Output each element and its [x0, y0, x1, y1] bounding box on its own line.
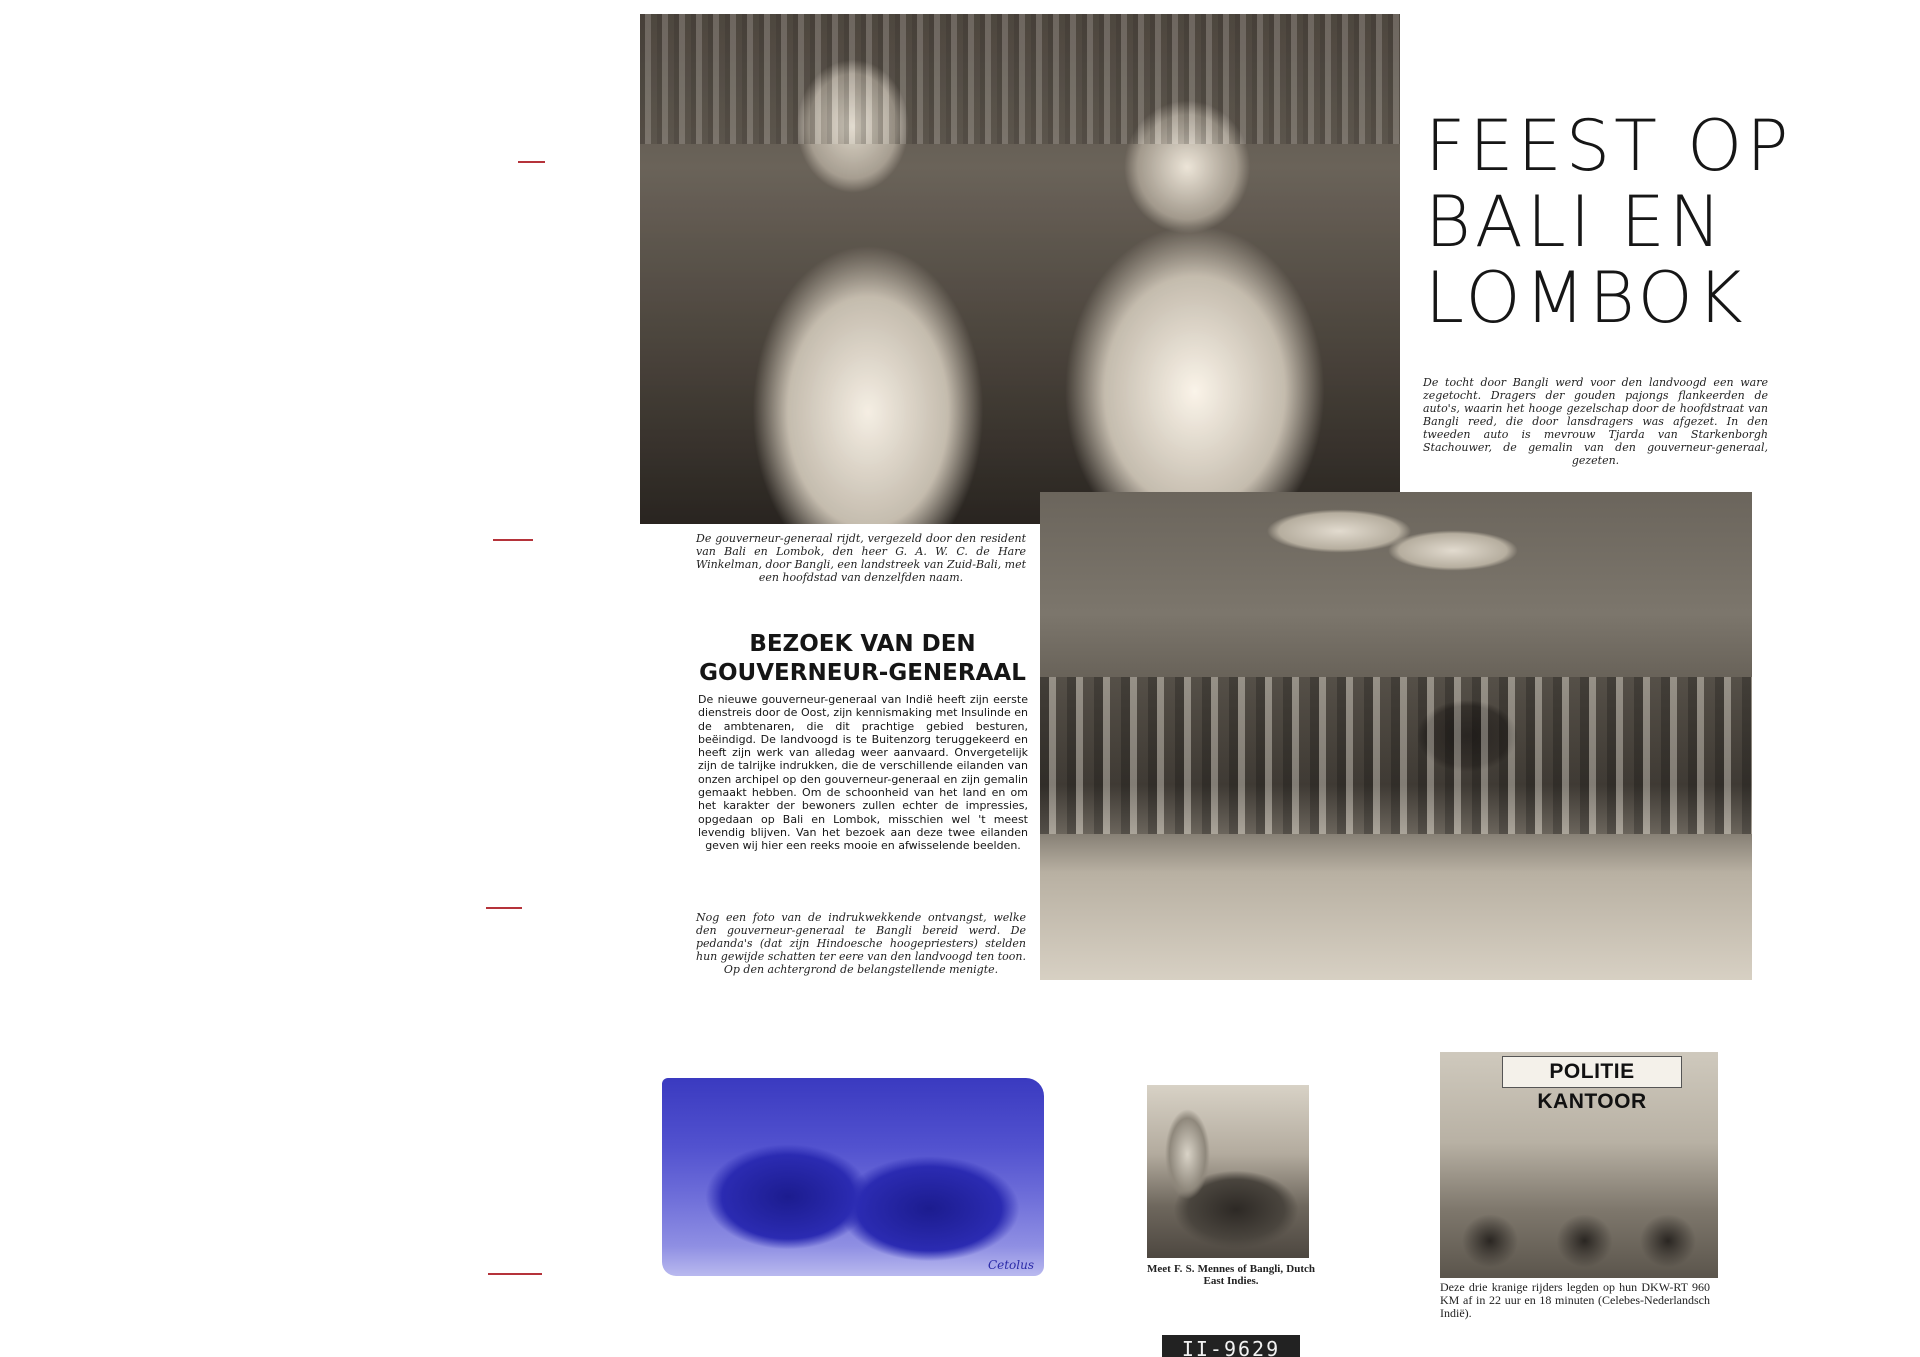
photo-signature: Cetolus: [987, 1258, 1034, 1272]
margin-mark: [486, 907, 522, 909]
heading-line: GOUVERNEUR-GENERAAL: [699, 660, 1026, 686]
governor-caption: De gouverneur-generaal rijdt, vergezeld door den resident van Bali en Lombok, den heer G. A. W. C. de Hare Winkelman, door Bangli, een landstreek van Zuid-Bali, met een hoofdstad van denzelfden naam.: [696, 532, 1027, 584]
police-office-photo: [1440, 1052, 1718, 1278]
governor-car-photo: [640, 14, 1400, 524]
motorcycle-rider-photo: [1147, 1085, 1309, 1258]
mennes-caption: Meet F. S. Mennes of Bangli, Dutch East Indies.: [1147, 1263, 1315, 1287]
margin-mark: [493, 539, 533, 541]
margin-mark: [488, 1273, 542, 1275]
procession-photo: [1040, 492, 1752, 980]
article-body: De nieuwe gouverneur-generaal van Indië heeft zijn eerste dienstreis door de Oost, zijn kennismaking met Insulinde en de ambtenaren, die dit prachtige gebied besturen, beëindigd. De landvoogd is te Buitenzorg teruggekeerd en heeft zijn werk van alledag weer aanvaard. Onvergetelijk zijn de talrijke indrukken, die de verschillende eilanden van onzen archipel op den gouverneur-generaal en zijn gemalin gemaakt hebben. Om de schoonheid van het land en om het karakter der bewoners zullen echter de impressies, opgedaan op Bali en Lombok, misschien wel 't meest levendig blijven. Van het bezoek aan deze twee eilanden geven wij hier een reeks mooie en afwisselende beelden.: [698, 693, 1028, 853]
headline-line: LOMBOK: [1425, 257, 1747, 339]
procession-caption: De tocht door Bangli werd voor den landvoogd een ware zegetocht. Dragers der gouden pajongs flankeerden de auto's, waarin het hooge gezelschap door de hoofdstraat van Bangli reed, die door lansdragers was afgezet. In den tweeden auto is mevrouw Tjarda van Starkenborgh Stachouwer, de gemalin van den gouverneur-generaal, gezeten.: [1423, 376, 1768, 467]
headline-line: BALI EN: [1425, 181, 1726, 263]
heading-line: BEZOEK VAN DEN: [749, 631, 976, 657]
riders-caption: Deze drie kranige rijders legden op hun DKW-RT 960 KM af in 22 uur en 18 minuten (Celebes-Nederlandsch Indië).: [1440, 1280, 1710, 1320]
police-office-sign: POLITIE KANTOOR: [1502, 1056, 1682, 1088]
margin-mark: [518, 161, 545, 163]
article-heading: [690, 630, 1035, 688]
reception-caption: Nog een foto van de indrukwekkende ontvangst, welke den gouverneur-generaal te Bangli bereid werd. De pedanda's (dat zijn Hindoesche hoogepriesters) stelden hun gewijde schatten ter eere van den landvoogd ten toon. Op den achtergrond de belangstellende menigte.: [696, 911, 1026, 976]
blue-cars-photo: [662, 1078, 1044, 1276]
page-headline: [1425, 105, 1793, 339]
catalog-number: II-9629: [1162, 1335, 1300, 1357]
headline-line: FEEST OP: [1425, 105, 1793, 187]
